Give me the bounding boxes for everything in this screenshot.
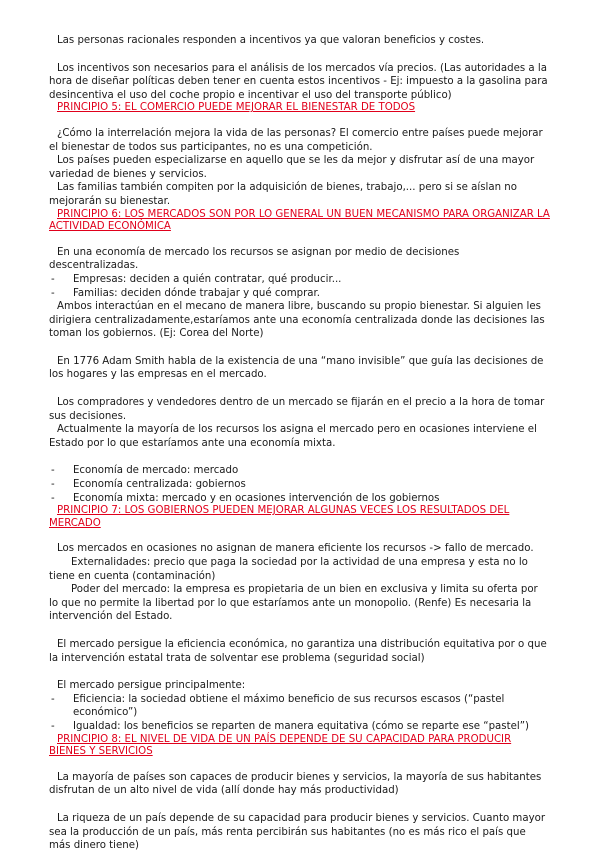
list-item xyxy=(49,464,550,478)
p7-externalidades xyxy=(49,556,550,583)
p8-l2: La riqueza de un país depende de su capacidad para producir bienes y servicios. Cuanto mayor sea la producción de un país, más renta percibirán sus habitantes (no es más rico el país que más dinero tiene) xyxy=(49,812,546,852)
p6-b1: Empresas: deciden a quién contratar, qué producir... xyxy=(73,273,342,285)
p7-l1: Los mercados en ocasiones no asignan de manera eficiente los recursos -> fallo de mercado. xyxy=(57,543,534,555)
heading-principio-8: PRINCIPIO 8: EL NIVEL DE VIDA DE UN PAÍS DEPENDE DE SU CAPACIDAD PARA PRODUCIR BIENES Y SERVICIOS xyxy=(49,733,512,758)
p7-b2: Igualdad: los beneficios se reparten de manera equitativa (cómo se reparte ese “pastel”) xyxy=(73,720,529,732)
bullet-dash: - xyxy=(51,720,55,732)
p6-list-2: Economía mixta: mercado y en ocasiones intervención de los gobiernos xyxy=(73,492,440,504)
intro-p2: Los incentivos son necesarios para el análisis de los mercados vía precios. (Las autoridades a la hora de diseñar políticas deben tener en cuenta estos incentivos - Ej: impuesto a la gasolina para desincentiva el uso del coche propio e incentivar el uso del transporte público) xyxy=(49,62,548,101)
p6-list-0: Economía de mercado: mercado xyxy=(73,465,239,477)
heading-principio-7: PRINCIPIO 7: LOS GOBIERNOS PUEDEN MEJORAR ALGUNAS VECES LOS RESULTADOS DEL MERCADO xyxy=(49,505,510,529)
intro-p1: Las personas racionales responden a incentivos ya que valoran beneficios y costes. xyxy=(57,35,485,46)
p7-poder-mercado xyxy=(49,583,550,624)
p6-l4: Los compradores y vendedores dentro de un mercado se fijarán en el precio a la hora de tomar sus decisiones. xyxy=(49,397,545,422)
p6-l1: En una economía de mercado los recursos se asignan por medio de decisiones descentralizadas. xyxy=(49,246,460,272)
bullet-dash: - xyxy=(51,465,55,477)
p7-l3: El mercado persigue principalmente: xyxy=(57,680,246,692)
p8-l1: La mayoría de países son capaces de producir bienes y servicios, la mayoría de sus habitantes disfrutan de un alto nivel de vida (allí donde hay más productividad) xyxy=(49,771,542,797)
p6-b2: Familias: deciden dónde trabajar y qué comprar. xyxy=(73,287,321,299)
p5-l3: Las familias también compiten por la adquisición de bienes, trabajo,... pero si se aíslan no mejorarán su bienestar. xyxy=(49,182,517,207)
p7-l2: El mercado persigue la eficiencia económica, no garantiza una distribución equitativa por o que la intervención estatal trata de solventar ese problema (seguridad social) xyxy=(49,638,547,664)
list-item xyxy=(49,287,550,301)
heading-principio-6: PRINCIPIO 6: LOS MERCADOS SON POR LO GENERAL UN BUEN MECANISMO PARA ORGANIZAR LA ACTIVIDAD ECONÓMICA xyxy=(49,208,550,233)
list-item xyxy=(49,720,550,734)
heading-principio-5: PRINCIPIO 5: EL COMERCIO PUEDE MEJORAR EL BIENESTAR DE TODOS xyxy=(57,102,416,114)
p7-pod-text: Poder del mercado: la empresa es propietaria de un bien en exclusiva y limita su oferta por lo que no permite la libertad por lo que estaríamos ante un monopolio. (Renfe) Es necesaria la intervención del Estado. xyxy=(49,584,538,623)
p6-l3: En 1776 Adam Smith habla de la existencia de una “mano invisible” que guía las decisiones de los hogares y las empresas en el mercado. xyxy=(49,355,544,381)
p6-list-1: Economía centralizada: gobiernos xyxy=(73,479,246,491)
list-item xyxy=(49,693,550,720)
list-item xyxy=(49,478,550,492)
p6-l2: Ambos interactúan en el mecano de manera libre, buscando su propio bienestar. Si alguien les dirigiera centralizadamente,estaríamos ante una economía centralizada donde las decisiones las toman los gobiernos. (Ej: Corea del Norte) xyxy=(49,301,545,340)
bullet-dash: - xyxy=(51,492,55,504)
bullet-dash: - xyxy=(51,479,55,491)
p5-l2: Los países pueden especializarse en aquello que se les da mejor y disfrutar así de una mayor variedad de bienes y servicios. xyxy=(49,155,535,180)
bullet-dash: - xyxy=(51,273,55,285)
bullet-dash: - xyxy=(51,693,55,705)
p7-ext-text: Externalidades: precio que paga la sociedad por la actividad de una empresa y esta no lo tiene en cuenta (contaminación) xyxy=(49,557,528,582)
p6-l5: Actualmente la mayoría de los recursos los asigna el mercado pero en ocasiones interviene el Estado por lo que estaríamos ante una economía mixta. xyxy=(49,424,537,449)
list-item xyxy=(49,273,550,287)
list-item xyxy=(49,492,550,506)
p7-b1: Eficiencia: la sociedad obtiene el máximo beneficio de sus recursos escasos (“pastel económico”) xyxy=(73,693,505,719)
bullet-dash: - xyxy=(51,287,55,299)
p5-l1: ¿Cómo la interrelación mejora la vida de las personas? El comercio entre países puede mejorar el bienestar de todos sus participantes, no es una competición. xyxy=(49,127,543,153)
